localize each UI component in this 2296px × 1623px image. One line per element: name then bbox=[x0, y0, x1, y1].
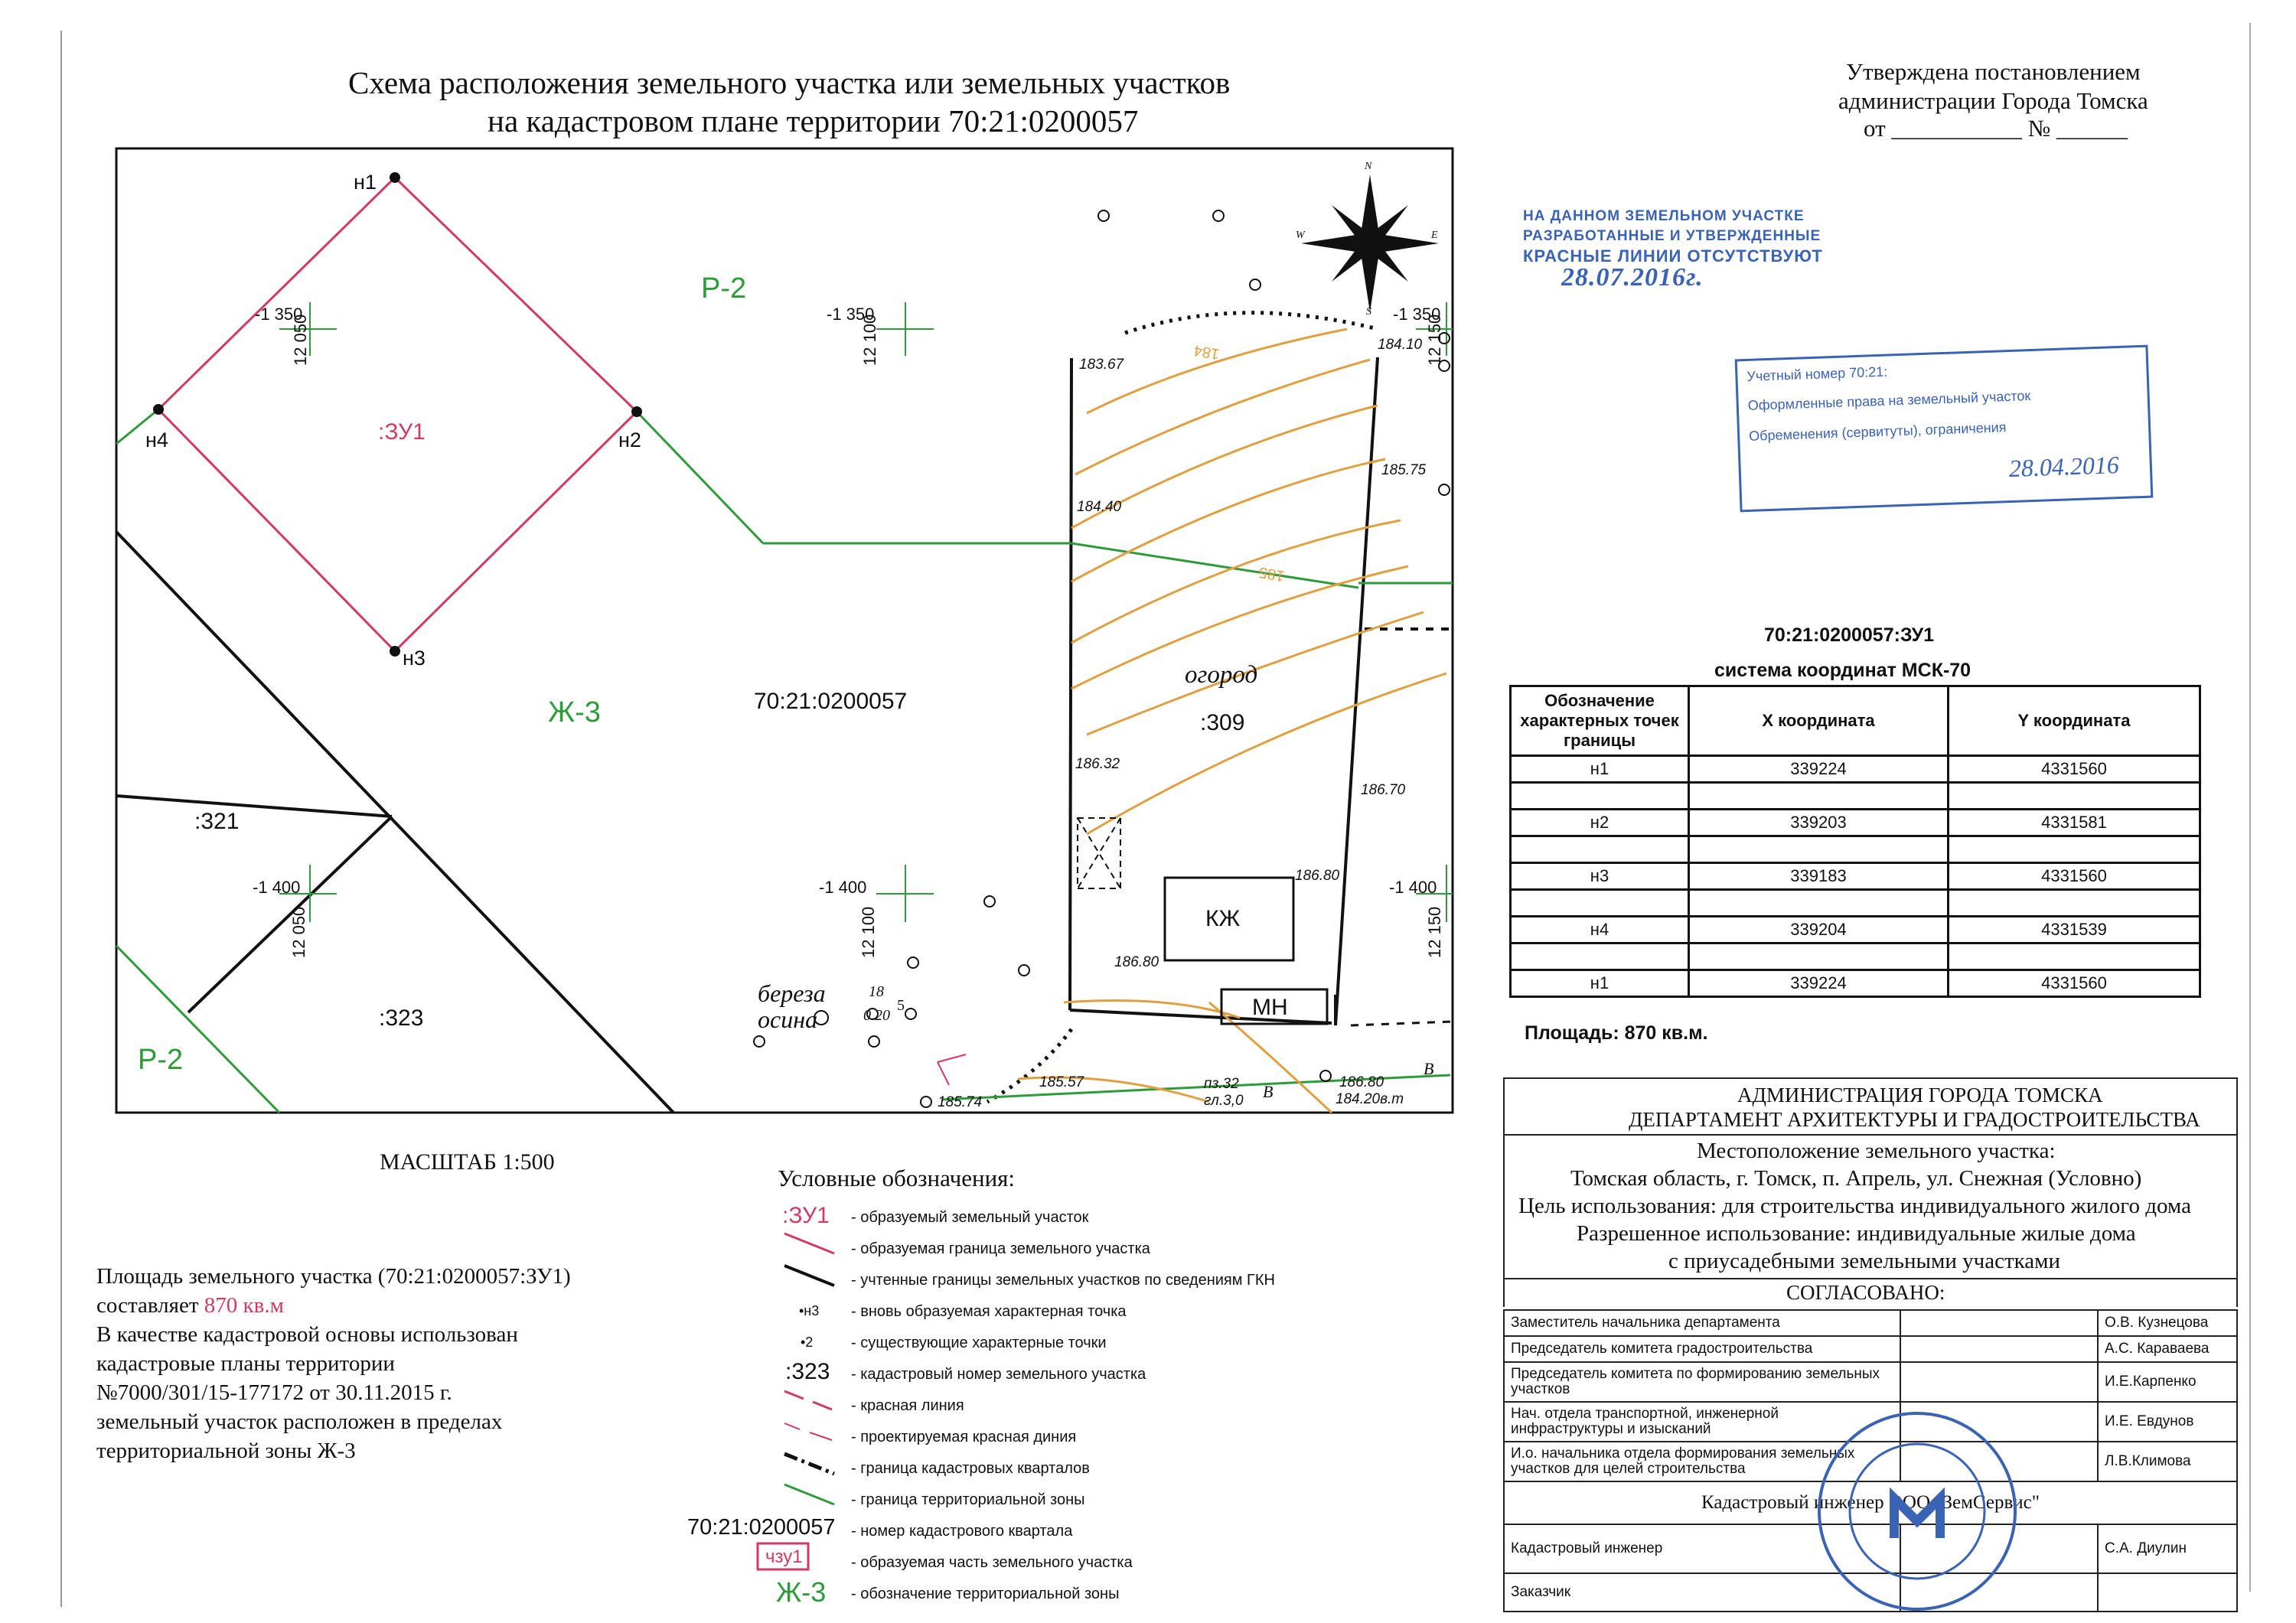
point-cell: н3 bbox=[1511, 863, 1689, 890]
signer-row bbox=[1504, 1362, 2237, 1402]
scale-label: МАСШТАБ 1:500 bbox=[380, 1149, 555, 1175]
customer-name bbox=[2098, 1573, 2237, 1612]
allowed-use-2: с приусадебными земельными участками bbox=[1668, 1249, 2061, 1273]
signer-name: И.Е.Карпенко bbox=[2098, 1362, 2237, 1402]
legend-sym-existing-point: •2 bbox=[801, 1335, 814, 1350]
stamp1-date: 28.07.2016г. bbox=[1561, 263, 1704, 292]
grid-y-4: 12 050 bbox=[289, 906, 308, 958]
stamp2-line1: Учетный номер 70:21: bbox=[1746, 363, 1888, 384]
grid-x-1: -1 350 bbox=[255, 305, 303, 324]
table-spacer bbox=[1511, 890, 2200, 917]
legend-sym-zu1: :ЗУ1 bbox=[782, 1203, 830, 1228]
admin-divider bbox=[1503, 1134, 2238, 1136]
grid-y-2: 12 100 bbox=[860, 314, 879, 366]
signature-cell bbox=[1900, 1310, 2098, 1336]
stamp2-line2: Оформленные права на земельный участок bbox=[1747, 388, 2031, 413]
ogorod-label: огород bbox=[1185, 661, 1258, 689]
admin-org-2: ДЕПАРТАМЕНТ АРХИТЕКТУРЫ И ГРАДОСТРОИТЕЛЬСТВА bbox=[1629, 1108, 2200, 1131]
y-cell: 4331560 bbox=[1949, 970, 2200, 997]
label-n1: н1 bbox=[354, 171, 377, 194]
zone-r2-top: Р-2 bbox=[701, 272, 747, 305]
table-spacer bbox=[1511, 783, 2200, 810]
page-subtitle: на кадастровом плане территории 70:21:0200057 bbox=[488, 103, 1139, 139]
y-cell: 4331539 bbox=[1949, 917, 2200, 943]
area-line-5: №7000/301/15-177172 от 30.11.2015 г. bbox=[96, 1380, 452, 1405]
stamp2-date: 28.04.2016 bbox=[2008, 451, 2120, 483]
legend-sym-new-point: •н3 bbox=[799, 1303, 820, 1318]
x-cell: 339224 bbox=[1689, 970, 1949, 997]
elev-186-32: 186.32 bbox=[1075, 756, 1120, 772]
x-cell: 339183 bbox=[1689, 863, 1949, 890]
legend-text-8: - проектируемая красная диния bbox=[851, 1429, 1077, 1445]
point-cell: н4 bbox=[1511, 917, 1689, 943]
grid-y-1: 12 050 bbox=[291, 314, 310, 366]
parcel-309: :309 bbox=[1200, 710, 1245, 735]
grid-x-2: -1 350 bbox=[827, 305, 875, 324]
stamp1-line2: РАЗРАБОТАННЫЕ И УТВЕРЖДЕННЫЕ bbox=[1523, 228, 1821, 244]
parcel-323: :323 bbox=[379, 1005, 424, 1031]
x-cell: 339224 bbox=[1689, 756, 1949, 783]
signer-name: О.В. Кузнецова bbox=[2098, 1310, 2237, 1336]
y-cell: 4331581 bbox=[1949, 810, 2200, 836]
elev-185-75: 185.75 bbox=[1381, 462, 1427, 478]
label-pz32: пз.32 bbox=[1204, 1076, 1239, 1092]
legend-sym-quarter: 70:21:0200057 bbox=[687, 1515, 836, 1540]
compass-w: W bbox=[1296, 230, 1305, 241]
elev-185-57: 185.57 bbox=[1039, 1074, 1084, 1090]
table-row bbox=[1511, 756, 2200, 783]
grid-x-4: -1 400 bbox=[253, 878, 301, 897]
legend-sym-part: чзу1 bbox=[765, 1546, 803, 1567]
label-gl30: гл.3,0 bbox=[1204, 1093, 1244, 1109]
elev-186-80-a: 186.80 bbox=[1295, 868, 1340, 884]
signer-role: Председатель комитета градостроительства bbox=[1504, 1336, 1900, 1362]
stamp1-line3: КРАСНЫЕ ЛИНИИ ОТСУТСТВУЮТ bbox=[1523, 246, 1823, 266]
contour-184: 184 bbox=[1192, 341, 1221, 363]
elev-186-80-b: 186.80 bbox=[1114, 954, 1159, 970]
legend-text-9: - граница кадастровых кварталов bbox=[851, 1460, 1090, 1477]
y-cell: 4331560 bbox=[1949, 863, 2200, 890]
engineer-org: Кадастровый инженер ООО "ЗемСервис" bbox=[1504, 1481, 2237, 1524]
signature-cell bbox=[1900, 1362, 2098, 1402]
legend-text-6: - кадастровый номер земельного участка bbox=[851, 1366, 1146, 1383]
coord-table-system: система координат МСК-70 bbox=[1714, 660, 1971, 681]
contour-185: 185 bbox=[1257, 563, 1286, 585]
grid-y-3: 12 150 bbox=[1425, 314, 1444, 366]
zone-r2-bottom: Р-2 bbox=[138, 1044, 184, 1076]
page-title: Схема расположения земельного участка или земельных участков bbox=[348, 65, 1231, 100]
point-cell: н1 bbox=[1511, 756, 1689, 783]
tree-label-2: осина bbox=[758, 1005, 818, 1033]
signer-name: Л.В.Климова bbox=[2098, 1442, 2237, 1481]
legend-text-1: - образуемый земельный участок bbox=[851, 1209, 1089, 1226]
allowed-use-1: Разрешенное использование: индивидуальные жилые дома bbox=[1577, 1221, 2136, 1246]
signer-role: Заместитель начальника департамента bbox=[1504, 1310, 1900, 1336]
signature-cell bbox=[1900, 1336, 2098, 1362]
label-n4: н4 bbox=[145, 429, 168, 451]
approved-line-1: Утверждена постановлением bbox=[1846, 58, 2141, 85]
customer-label: Заказчик bbox=[1504, 1573, 1900, 1612]
legend-text-11: - номер кадастрового квартала bbox=[851, 1523, 1073, 1540]
table-row bbox=[1511, 917, 2200, 943]
stamp2-line3: Обременения (сервитуты), ограничения bbox=[1748, 419, 2007, 444]
legend-sym-cadnum: :323 bbox=[785, 1359, 830, 1384]
admin-org-1: АДМИНИСТРАЦИЯ ГОРОДА ТОМСКА bbox=[1737, 1084, 2103, 1106]
y-cell: 4331560 bbox=[1949, 756, 2200, 783]
header-point: Обозначение характерных точек границы bbox=[1511, 686, 1689, 756]
signer-row bbox=[1504, 1336, 2237, 1362]
legend-text-13: - обозначение территориальной зоны bbox=[851, 1586, 1120, 1602]
legend-sym-zone: Ж-3 bbox=[776, 1576, 827, 1608]
coord-table-title: 70:21:0200057:ЗУ1 bbox=[1764, 624, 1935, 646]
table-spacer bbox=[1511, 836, 2200, 863]
coord-table-area: Площадь: 870 кв.м. bbox=[1525, 1022, 1708, 1044]
elev-184-20: 184.20в.т bbox=[1336, 1091, 1404, 1107]
elev-186-70: 186.70 bbox=[1361, 782, 1406, 798]
tree-num-1: 18 bbox=[869, 983, 884, 1000]
stamp1-line1: НА ДАННОМ ЗЕМЕЛЬНОМ УЧАСТКЕ bbox=[1523, 208, 1805, 224]
header-x: Х координата bbox=[1689, 686, 1949, 756]
elev-183-67: 183.67 bbox=[1079, 357, 1124, 373]
quarter-label: 70:21:0200057 bbox=[754, 689, 908, 714]
legend-text-5: - существующие характерные точки bbox=[851, 1335, 1107, 1351]
area-prefix: составляет bbox=[96, 1293, 199, 1318]
kzh-label: КЖ bbox=[1205, 906, 1241, 931]
label-b2: В bbox=[1424, 1059, 1434, 1078]
mn-label: МН bbox=[1252, 995, 1288, 1020]
grid-x-5: -1 400 bbox=[819, 878, 867, 897]
tree-num-2: 0.20 bbox=[863, 1007, 890, 1024]
agreed-divider bbox=[1503, 1278, 2238, 1279]
table-spacer bbox=[1511, 943, 2200, 970]
approved-line-2: администрации Города Томска bbox=[1838, 87, 2148, 114]
signer-role: И.о. начальника отдела формирования земельных участков для целей строительства bbox=[1504, 1442, 1900, 1481]
legend-text-12: - образуемая часть земельного участка bbox=[851, 1554, 1133, 1571]
zone-zh3: Ж-3 bbox=[548, 696, 601, 728]
legend-text-4: - вновь образуемая характерная точка bbox=[851, 1303, 1127, 1320]
parcel-321: :321 bbox=[194, 809, 240, 834]
grid-y-6: 12 150 bbox=[1425, 906, 1444, 958]
tree-label-1: береза bbox=[758, 979, 826, 1007]
stamp-red-lines bbox=[1523, 207, 1823, 292]
engineer-seal bbox=[1814, 1408, 2020, 1615]
table-row bbox=[1511, 863, 2200, 890]
label-b1: В bbox=[1263, 1082, 1274, 1101]
purpose-text: Цель использования: для строительства индивидуального жилого дома bbox=[1518, 1194, 2191, 1218]
label-n3: н3 bbox=[403, 647, 426, 670]
tree-num-3: 5 bbox=[897, 997, 905, 1014]
signer-role: Председатель комитета по формированию земельных участков bbox=[1504, 1362, 1900, 1402]
legend-text-7: - красная линия bbox=[851, 1397, 964, 1414]
x-cell: 339204 bbox=[1689, 917, 1949, 943]
area-value: 870 кв.м bbox=[204, 1293, 284, 1318]
grid-y-5: 12 100 bbox=[859, 906, 878, 958]
legend-text-10: - граница территориальной зоны bbox=[851, 1491, 1085, 1508]
point-cell: н2 bbox=[1511, 810, 1689, 836]
area-line-4: кадастровые планы территории bbox=[96, 1351, 395, 1376]
agreed-label: СОГЛАСОВАНО: bbox=[1786, 1281, 1945, 1304]
area-line-6: земельный участок расположен в пределах bbox=[96, 1410, 503, 1434]
signer-row bbox=[1504, 1310, 2237, 1336]
header-y: Y координата bbox=[1949, 686, 2200, 756]
x-cell: 339203 bbox=[1689, 810, 1949, 836]
engineer-role: Кадастровый инженер bbox=[1504, 1524, 1900, 1573]
area-line-1: Площадь земельного участка (70:21:0200057:ЗУ1) bbox=[96, 1264, 571, 1289]
coord-table bbox=[1509, 685, 2201, 998]
elev-184-10: 184.10 bbox=[1378, 337, 1423, 353]
coord-table-header bbox=[1511, 686, 2200, 756]
engineer-name: С.А. Диулин bbox=[2098, 1524, 2237, 1573]
area-line-3: В качестве кадастровой основы использован bbox=[96, 1322, 518, 1347]
signer-name: А.С. Караваева bbox=[2098, 1336, 2237, 1362]
elev-184-40: 184.40 bbox=[1077, 499, 1122, 515]
area-line-7: территориальной зоны Ж-3 bbox=[96, 1439, 356, 1463]
stamp-registration bbox=[1735, 345, 2154, 513]
legend-text-3: - учтенные границы земельных участков по сведениям ГКН bbox=[851, 1272, 1275, 1289]
table-row bbox=[1511, 810, 2200, 836]
elev-185-74: 185.74 bbox=[938, 1094, 983, 1110]
compass-e: E bbox=[1431, 230, 1438, 241]
zu1-label: :ЗУ1 bbox=[378, 419, 426, 445]
label-n2: н2 bbox=[618, 429, 641, 451]
approved-line-3: от ___________ № ______ bbox=[1864, 115, 2128, 142]
compass-s: S bbox=[1366, 306, 1371, 318]
grid-x-3: -1 350 bbox=[1393, 305, 1441, 324]
location-value: Томская область, г. Томск, п. Апрель, ул. Снежная (Условно) bbox=[1570, 1166, 2142, 1191]
legend-text-2: - образуемая граница земельного участка bbox=[851, 1240, 1150, 1257]
table-row bbox=[1511, 970, 2200, 997]
grid-x-6: -1 400 bbox=[1389, 878, 1437, 897]
location-title: Местоположение земельного участка: bbox=[1697, 1139, 2056, 1163]
compass-n: N bbox=[1365, 161, 1372, 172]
signer-name: И.Е. Евдунов bbox=[2098, 1402, 2237, 1442]
signer-role: Нач. отдела транспортной, инженерной инфраструктуры и изысканий bbox=[1504, 1402, 1900, 1442]
point-cell: н1 bbox=[1511, 970, 1689, 997]
legend-title: Условные обозначения: bbox=[778, 1165, 1016, 1191]
elev-186-80-c: 186.80 bbox=[1339, 1074, 1384, 1090]
